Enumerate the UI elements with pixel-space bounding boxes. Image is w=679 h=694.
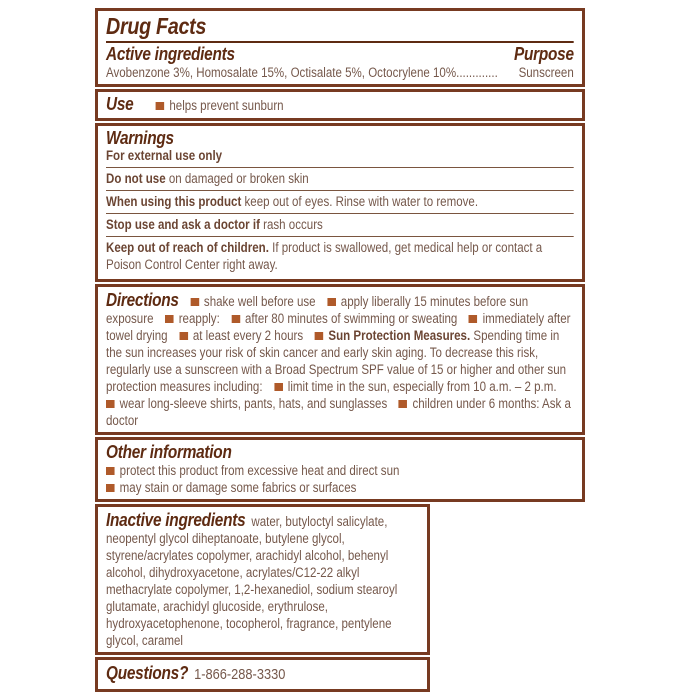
directions-text-run: immediately after towel drying xyxy=(106,311,571,343)
active-ingredients-header-row xyxy=(106,44,574,64)
section-use xyxy=(95,89,585,121)
warning-lead: Stop use and ask a doctor if xyxy=(106,217,260,232)
bullet-square-icon xyxy=(469,315,478,323)
warning-lead: Keep out of reach of children. xyxy=(106,240,269,255)
use-item-text: helps prevent sunburn xyxy=(169,98,284,113)
directions-text-run: apply liberally 15 minutes before sun exposure xyxy=(106,294,529,326)
bullet-square-icon xyxy=(327,298,336,306)
bullet-square-icon xyxy=(106,467,115,475)
use-row xyxy=(106,94,574,115)
directions-text-run: after 80 minutes of swimming or sweating xyxy=(245,311,458,326)
bullet-square-icon xyxy=(156,102,165,110)
warning-text: keep out of eyes. Rinse with water to remove. xyxy=(241,194,479,209)
warning-lead: When using this product xyxy=(106,194,242,209)
bullet-square-icon xyxy=(106,400,115,408)
questions-phone-number: 1-866-288-3330 xyxy=(194,666,286,683)
directions-text xyxy=(106,289,574,429)
drug-facts-title: Drug Facts xyxy=(106,13,207,39)
warning-text: on damaged or broken skin xyxy=(165,171,309,186)
title-divider xyxy=(106,41,574,43)
questions-row xyxy=(106,662,419,686)
warnings-heading: Warnings xyxy=(106,128,174,148)
purpose-value: Sunscreen xyxy=(518,65,574,80)
other-information-heading: Other information xyxy=(106,442,232,462)
purpose-heading: Purpose xyxy=(513,44,574,64)
section-warnings xyxy=(95,123,585,282)
active-ingredients-list: Avobenzone 3%, Homosalate 15%, Octisalate 5%, Octocrylene 10% xyxy=(106,65,457,80)
bullet-square-icon xyxy=(190,298,199,306)
active-ingredients-heading: Active ingredients xyxy=(106,44,235,64)
active-ingredients-line xyxy=(106,64,574,81)
warning-row xyxy=(106,236,574,276)
warning-row xyxy=(106,167,574,190)
section-questions xyxy=(95,657,430,692)
warning-row xyxy=(106,213,574,236)
questions-heading: Questions? xyxy=(106,663,189,683)
directions-bold-text: Sun Protection Measures. xyxy=(328,328,471,343)
directions-heading: Directions xyxy=(106,290,179,310)
directions-text-run: limit time in the sun, especially from 10 a.m. – 2 p.m. xyxy=(287,379,557,394)
inactive-ingredients-heading: Inactive ingredients xyxy=(106,510,246,530)
directions-text-run: shake well before use xyxy=(203,294,316,309)
directions-text-run: wear long-sleeve shirts, pants, hats, and sunglasses xyxy=(119,396,388,411)
directions-text-run: Spending time in the sun increases your risk of skin cancer and early skin aging. To decrease this risk, regularly use a sunscreen with a Broad Spectrum SPF value of 15 or higher and other sun protection measures including: xyxy=(106,328,567,394)
section-inactive-ingredients xyxy=(95,504,430,655)
warning-text: If product is swallowed, get medical help or contact a Poison Control Center right away. xyxy=(106,240,543,272)
bullet-square-icon xyxy=(399,400,408,408)
use-heading: Use xyxy=(106,94,134,114)
section-other-information xyxy=(95,437,585,502)
other-item-text: may stain or damage some fabrics or surfaces xyxy=(119,480,357,495)
inactive-ingredients-list: water, butyloctyl salicylate, neopentyl glycol diheptanoate, butylene glycol, styrene/acrylates copolymer, arachidyl alcohol, behenyl alcohol, dihydroxyacetone, acrylates/C12-22 alkyl methacrylate copolymer, 1,2-hexanediol, sodium stearoyl glutamate, arachidyl glucoside, erythrulose, hydroxyacetophenone, tocopherol, fragrance, pentylene glycol, caramel xyxy=(106,514,398,648)
warning-lead: Do not use xyxy=(106,171,166,186)
bullet-square-icon xyxy=(231,315,240,323)
other-item-text: protect this product from excessive heat and direct sun xyxy=(119,463,400,478)
directions-text-run: at least every 2 hours xyxy=(192,328,304,343)
directions-text-run: children under 6 months: Ask a doctor xyxy=(106,396,571,428)
other-information-item xyxy=(106,479,574,496)
bullet-square-icon xyxy=(179,332,188,340)
section-directions xyxy=(95,284,585,435)
dot-leader: ............. xyxy=(456,65,498,80)
warning-text: rash occurs xyxy=(259,217,323,232)
warnings-subheading: For external use only xyxy=(106,148,223,163)
other-information-item xyxy=(106,462,574,479)
bullet-square-icon xyxy=(106,484,115,492)
bullet-square-icon xyxy=(165,315,174,323)
inactive-ingredients-text xyxy=(106,509,419,649)
section-active-ingredients xyxy=(95,8,585,87)
drug-facts-label xyxy=(95,8,585,694)
bullet-square-icon xyxy=(274,383,283,391)
bullet-square-icon xyxy=(315,332,324,340)
directions-text-run: reapply: xyxy=(178,311,220,326)
warning-row xyxy=(106,190,574,213)
